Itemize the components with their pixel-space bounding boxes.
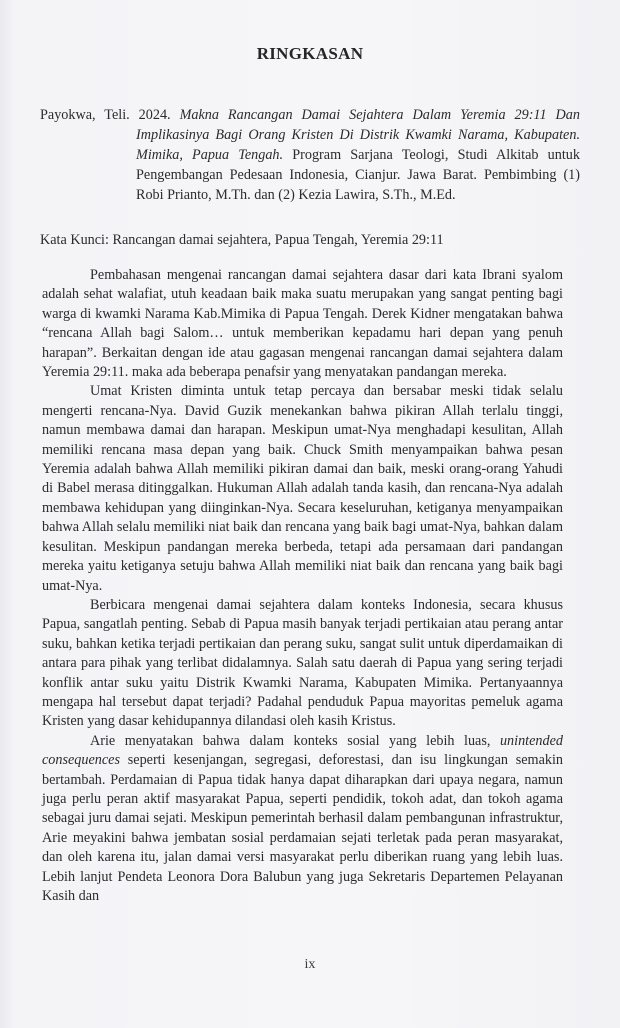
citation-author-year: Payokwa, Teli. 2024. (40, 107, 180, 123)
keywords-line: Kata Kunci: Rancangan damai sejahtera, Papua Tengah, Yeremia 29:11 (40, 232, 444, 248)
paragraph-1: Pembahasan mengenai rancangan damai sejahtera dasar dari kata Ibrani syalom adalah sehat walafiat, utuh keadaan baik maka suatu merupakan yang sangat penting bagi warga di kwamki Narama Kab.Mimika di Papua Tengah. Derek Kidner mengatakan bahwa “rencana Allah bagi Salom… untuk memberikan kepadamu hari depan yang penuh harapan”. Berkaitan dengan ide atau gagasan mengenai rancangan damai sejahtera dalam Yeremia 29:11. maka ada beberapa penafsir yang menyatakan pandangan mereka. (42, 267, 563, 381)
page-number: ix (304, 957, 316, 972)
summary-body (42, 266, 563, 906)
paragraph-4-italic-term: unintended consequences (42, 732, 563, 769)
page-title: RINGKASAN (256, 44, 364, 63)
citation-institution: Program Sarjana Teologi, Studi Alkitab untuk Pengembangan Pedesaan Indonesia, Cianjur. Jawa Barat. Pembimbing (1) Robi Prianto, M.Th. dan (2) Kezia Lawira, S.Th., M.Ed. (136, 147, 580, 203)
citation-thesis-title: Makna Rancangan Damai Sejahtera Dalam Yeremia 29:11 Dan Implikasinya Bagi Orang Kristen Di Distrik Kwamki Narama, Kabupaten. Mimika, Papua Tengah. (136, 107, 580, 163)
paragraph-3: Berbicara mengenai damai sejahtera dalam konteks Indonesia, secara khusus Papua, sangatlah penting. Sebab di Papua masih banyak terjadi pertikaian atau perang antar suku, bahkan ketika terjadi pertikaian dan perang suku, sangat sulit untuk diperdamaikan di antara para pihak yang terlibat didalamnya. Salah satu daerah di Papua yang sering terjadi konflik antar suku yaitu Distrik Kwamki Narama, Kabupaten Mimika. Pertanyaannya mengapa hal tersebut dapat terjadi? Padahal penduduk Papua mayoritas pemeluk agama Kristen yang dasar kehidupannya dilandasi oleh kasih Kristus. (42, 596, 563, 730)
paragraph-4-text-after: seperti kesenjangan, segregasi, deforestasi, dan isu lingkungan semakin bertambah. Perdamaian di Papua tidak hanya dapat diharapkan dari upaya negara, namun juga perlu peran aktif masyarakat Papua, seperti pendidik, tokoh adat, dan tokoh agama sebagai juru damai sejati. Meskipun pemerintah berhasil dalam pembangunan infrastruktur, Arie meyakini bahwa jembatan sosial perdamaian sejati terletak pada peran masyarakat, dan oleh karena itu, jalan damai versi masyarakat perlu diberikan ruang yang lebih luas. Lebih lanjut Pendeta Leonora Dora Balubun yang juga Sekretaris Departemen Pelayanan Kasih dan (42, 752, 563, 904)
paragraph-4-text-before: Arie menyatakan bahwa dalam konteks sosial yang lebih luas, (90, 732, 500, 749)
citation-block (40, 105, 580, 205)
paragraph-4 (42, 732, 563, 907)
paragraph-2: Umat Kristen diminta untuk tetap percaya dan bersabar meski tidak selalu mengerti rencana-Nya. David Guzik menekankan bahwa pikiran Allah terlalu tinggi, namun membawa damai dan harapan. Meskipun umat-Nya menghadapi kesulitan, Allah memiliki rencana masa depan yang baik. Chuck Smith menyampaikan bahwa pesan Yeremia adalah bahwa Allah memiliki pikiran damai dan baik, meski orang-orang Yahudi di Babel merasa ditinggalkan. Hukuman Allah adalah tanda kasih, dan rencana-Nya adalah membawa kehidupan yang diinginkan-Nya. Secara keseluruhan, ketiganya menyampaikan bahwa Allah selalu memiliki niat baik dan rencana yang baik bagi umat-Nya, bahkan dalam kesulitan. Meskipun pandangan mereka berbeda, tetapi ada persamaan dari pandangan mereka yaitu ketiganya setuju bahwa Allah memiliki niat baik dan rencana yang baik bagi umat-Nya. (42, 383, 563, 594)
